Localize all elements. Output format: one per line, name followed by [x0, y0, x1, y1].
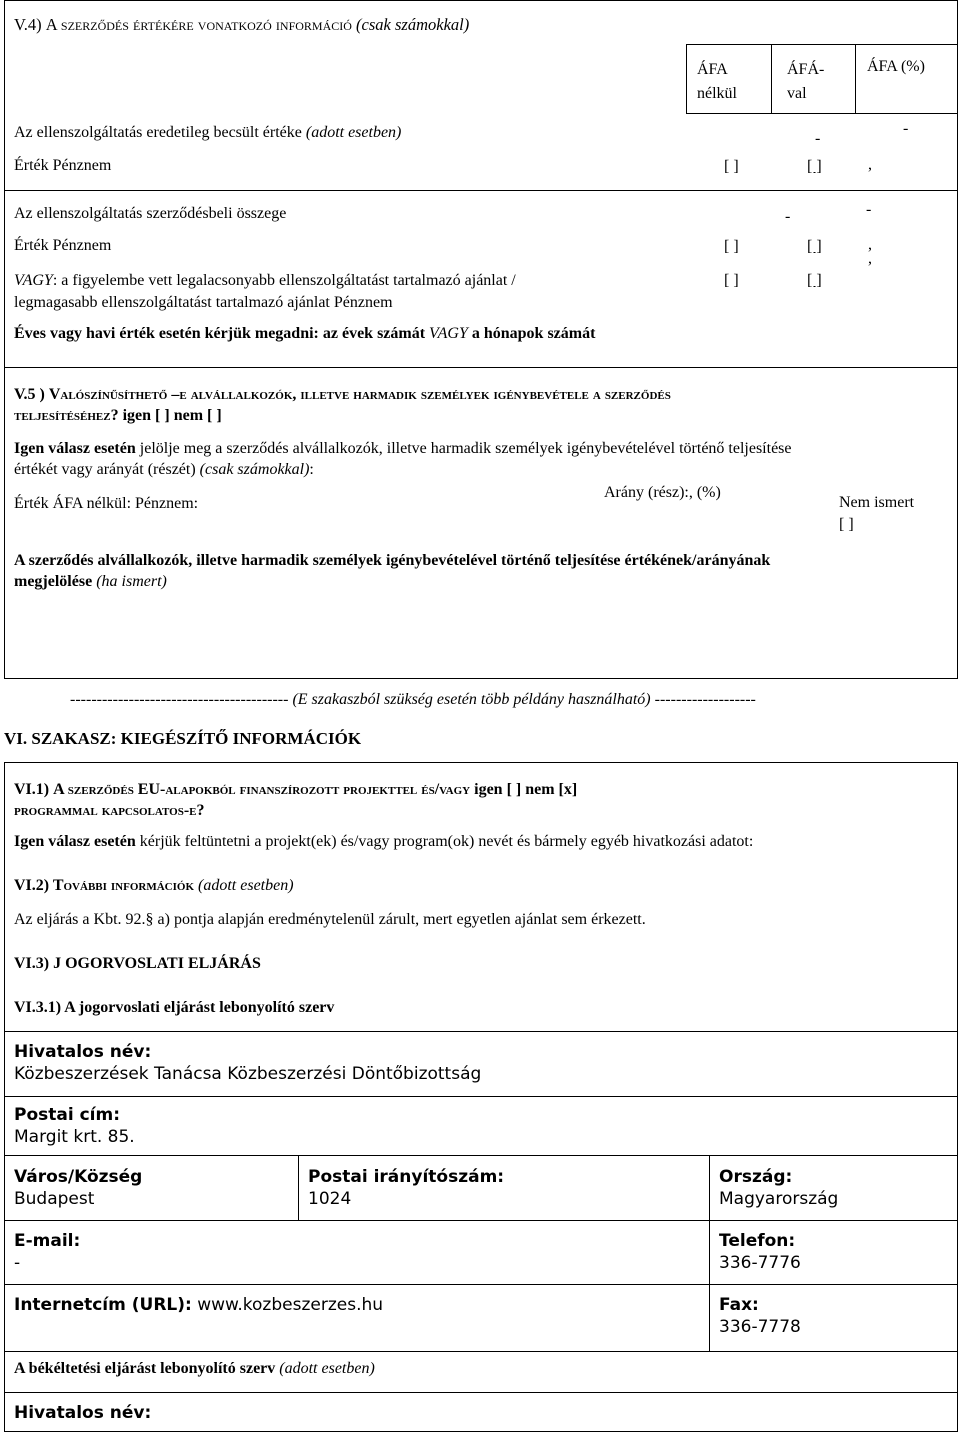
contract-comma-2: ,	[868, 250, 872, 267]
url-link[interactable]: www.kozbeszerzes.hu	[197, 1295, 384, 1315]
official-name-value: Közbeszerzések Tanácsa Közbeszerzési Döntőbizottság	[14, 1064, 482, 1084]
zip-label: Postai irányítószám:	[308, 1167, 505, 1187]
contract-vat-field[interactable]: [ ]	[807, 238, 822, 255]
phone-label: Telefon:	[719, 1231, 796, 1251]
vi1-heading: VI.1) A szerződés EU-alapokból finanszírozott projekttel és/vagy igen [ ] nem [x] programmal kapcsolatos-e?	[14, 781, 578, 819]
or-lowest-highest-offer: VAGY: a figyelembe vett legalacsonyabb ellenszolgáltatást tartalmazó ajánlat / legmagasabb ellenszolgáltatást tartalmazó ajánlat Pénznem	[14, 272, 516, 311]
vi1-yes-instruction: Igen válasz esetén kérjük feltüntetni a projekt(ek) és/vagy program(ok) nevét és bármely egyéb hivatkozási adatot:	[14, 833, 754, 850]
review-col-divider-2	[709, 1155, 710, 1351]
contract-dash-1: -	[785, 208, 791, 225]
review-divider-1	[4, 1096, 958, 1097]
estimated-comma: ,	[868, 156, 872, 173]
section-v4-heading: V.4) A szerződés értékére vonatkozó információ (csak számokkal)	[14, 15, 470, 34]
estimated-no-vat-field[interactable]: [ ]	[724, 158, 739, 175]
vi2-text: Az eljárás a Kbt. 92.§ a) pontja alapján eredménytelenül zárult, mert egyetlen ajánlat sem érkezett.	[14, 911, 646, 928]
city-value: Budapest	[14, 1189, 95, 1209]
contract-dash-2: -	[866, 201, 872, 218]
v5-yes-instruction: Igen válasz esetén jelölje meg a szerződés alvállalkozók, illetve harmadik személyek igénybevételével történő teljesítése értékét vagy arányát (részét) (csak számokkal):	[14, 440, 792, 478]
annual-monthly-label: Éves vagy havi érték esetén kérjük megadni: az évek számát VAGY a hónapok számát	[14, 325, 596, 342]
fax-label: Fax:	[719, 1295, 759, 1315]
city-label: Város/Község	[14, 1167, 143, 1187]
country-label: Ország:	[719, 1167, 793, 1187]
estimated-value-currency-label: Érték Pénznem	[14, 157, 112, 174]
section-separator: ----------------------------------------- (E szakaszból szükség esetén több példány használható) -------------------	[70, 691, 756, 708]
postal-address-label: Postai cím:	[14, 1105, 121, 1125]
contract-value-currency-label: Érték Pénznem	[14, 237, 112, 254]
review-divider-4	[4, 1284, 958, 1285]
offer-no-vat-field[interactable]: [ ]	[724, 272, 739, 289]
col-vat-header: ÁFÁ- val	[787, 61, 825, 102]
col-vat-pct-header: ÁFA (%)	[867, 58, 925, 75]
section-v5-heading: V.5 ) Valószínűsíthető –e alvállalkozók, illetve harmadik személyek igénybevétele a szerződés teljesítéséhez? igen [ ] nem [ ]	[14, 386, 671, 424]
review-divider-3	[4, 1220, 958, 1221]
v5-value-no-vat: Érték ÁFA nélkül: Pénznem:	[14, 495, 199, 512]
estimated-value-label: Az ellenszolgáltatás eredetileg becsült értéke (adott esetben)	[14, 124, 402, 141]
mediation-divider	[4, 1392, 958, 1393]
review-divider-2	[4, 1155, 958, 1156]
estimated-vat-field[interactable]: [ ]	[807, 158, 822, 175]
estimated-dash-2: -	[903, 120, 909, 137]
vi3-heading: VI.3) J OGORVOSLATI ELJÁRÁS	[14, 955, 261, 972]
section-vi-title: VI. SZAKASZ: KIEGÉSZÍTŐ INFORMÁCIÓK	[4, 729, 362, 748]
email-value: -	[14, 1253, 21, 1273]
phone-value: 336-7776	[719, 1253, 801, 1273]
section-v4-top-line	[4, 0, 958, 1]
review-col-divider-1	[298, 1155, 299, 1220]
estimated-dash-1: -	[815, 130, 821, 147]
v5-unknown-label: Nem ismert	[839, 494, 915, 511]
vat-column-divider-1	[771, 44, 772, 114]
vi31-heading: VI.3.1) A jogorvoslati eljárást lebonyolító szerv	[14, 999, 335, 1016]
url-row: Internetcím (URL): www.kozbeszerzes.hu	[14, 1295, 384, 1315]
contract-no-vat-field[interactable]: [ ]	[724, 238, 739, 255]
row-divider-1	[4, 190, 958, 191]
vat-column-divider-2	[855, 44, 856, 114]
offer-vat-field[interactable]: [ ]	[807, 272, 822, 289]
mediation-name-label: Hivatalos név:	[14, 1403, 152, 1423]
v5-unknown-checkbox[interactable]: [ ]	[839, 516, 854, 533]
v5-designation: A szerződés alvállalkozók, illetve harmadik személyek igénybevételével történő teljesítése értékének/arányának megjelölése (ha ismert)	[14, 552, 771, 590]
official-name-label: Hivatalos név:	[14, 1042, 152, 1062]
zip-value: 1024	[308, 1189, 352, 1209]
country-value: Magyarország	[719, 1189, 839, 1209]
email-label: E-mail:	[14, 1231, 81, 1251]
contract-total-label: Az ellenszolgáltatás szerződésbeli összege	[14, 205, 287, 222]
postal-address-value: Margit krt. 85.	[14, 1127, 135, 1147]
v5-ratio: Arány (rész):, (%)	[604, 484, 721, 501]
fax-value: 336-7778	[719, 1317, 801, 1337]
vi2-heading: VI.2) További információk (adott esetben)	[14, 877, 294, 894]
mediation-heading: A békéltetési eljárást lebonyolító szerv (adott esetben)	[14, 1360, 375, 1377]
contract-comma-1: ,	[868, 236, 872, 253]
col-no-vat-header: ÁFA nélkül	[697, 61, 737, 102]
